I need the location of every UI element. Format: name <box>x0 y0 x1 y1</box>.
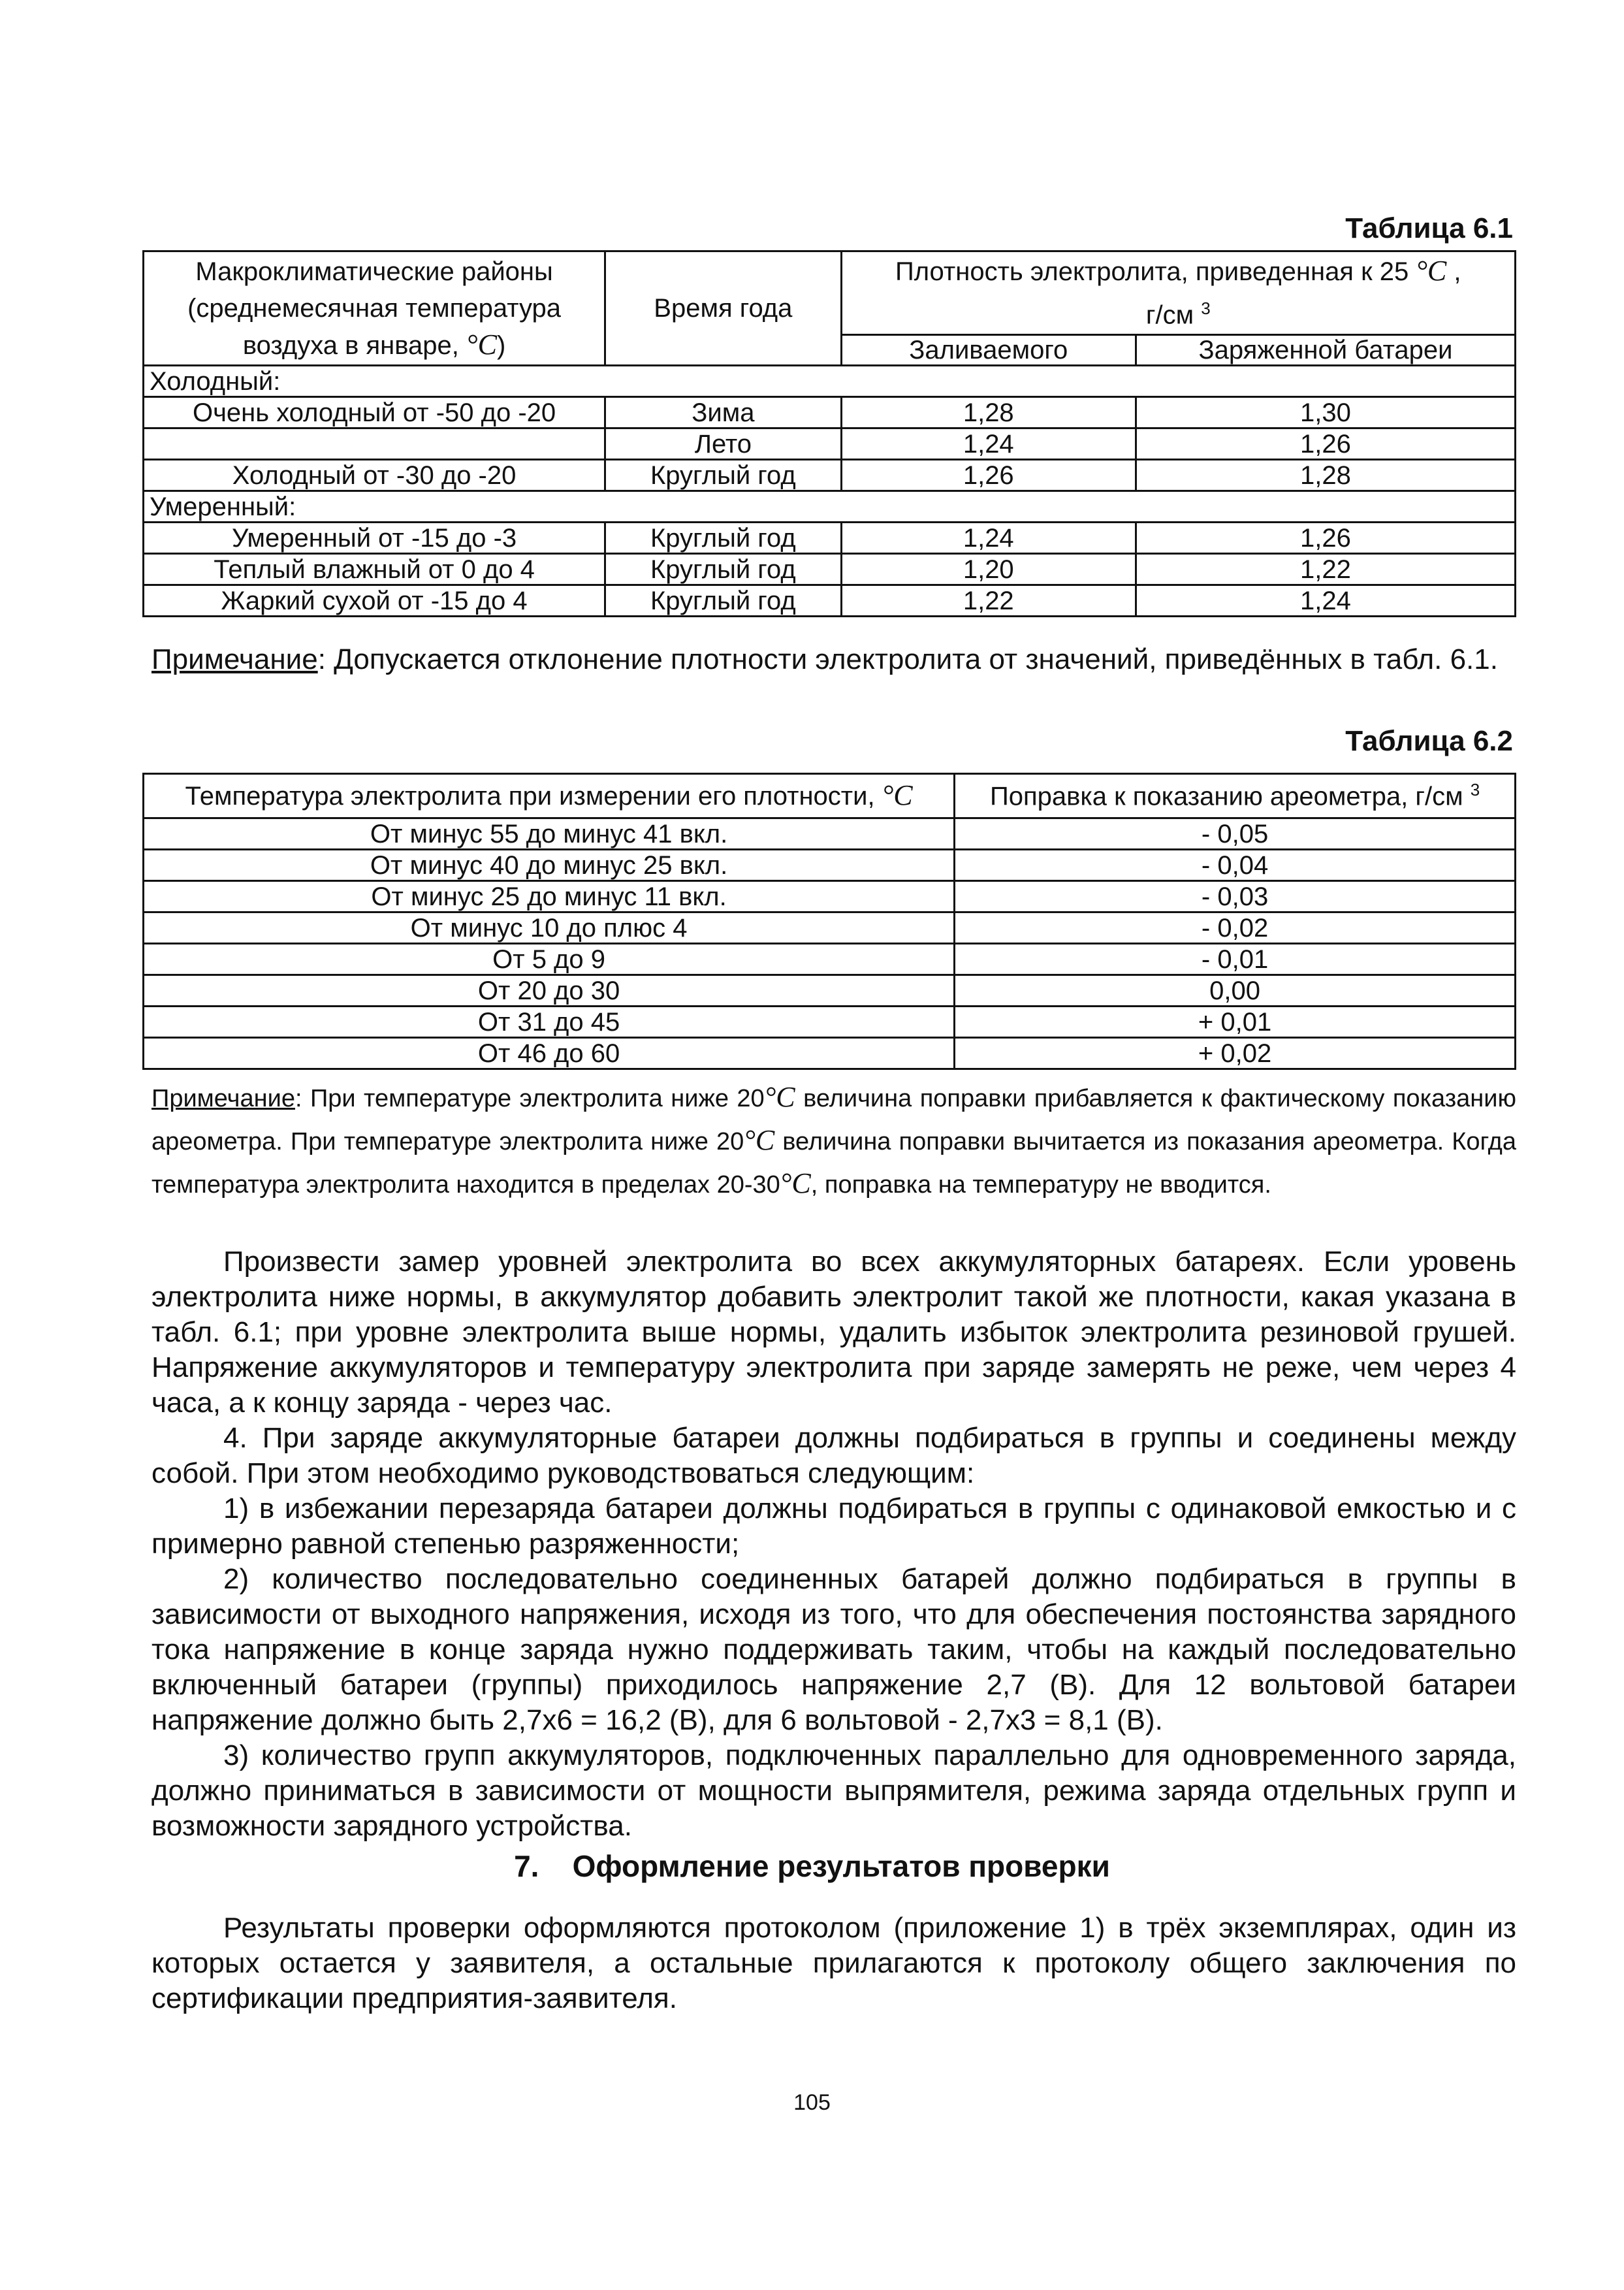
paragraph: 1) в избежании перезаряда батареи должны подбираться в группы с одинаковой емкостью и с примерно равной степенью разряженности; <box>151 1492 1516 1560</box>
header-filled: Заливаемого <box>841 335 1136 366</box>
table-row: От 20 до 30 0,00 <box>144 975 1516 1007</box>
table-row: От 46 до 60 + 0,02 <box>144 1038 1516 1069</box>
table-row: Холодный от -30 до -20 Круглый год 1,26 1,28 <box>144 460 1516 491</box>
header-charged: Заряженной батареи <box>1136 335 1515 366</box>
group-moderate: Умеренный: <box>144 491 1516 523</box>
note-label: Примечание <box>151 1085 295 1112</box>
paragraph: Результаты проверки оформляются протоколом (приложение 1) в трёх экземплярах, один из которых остается у заявителя, а остальные прилагаются к протоколу общего заключения по сертификации предприятия-заявителя. <box>151 1912 1516 2014</box>
paragraph: 4. При заряде аккумуляторные батареи должны подбираться в группы и соединены между собой. При этом необходимо руководствоваться следующим: <box>151 1422 1516 1489</box>
table-row: Лето 1,24 1,26 <box>144 428 1516 460</box>
table-row: Жаркий сухой от -15 до 4 Круглый год 1,22 1,24 <box>144 585 1516 617</box>
group-cold: Холодный: <box>144 366 1516 397</box>
section-7-text <box>151 1911 1516 2016</box>
table-row: От минус 25 до минус 11 вкл. - 0,03 <box>144 881 1516 912</box>
table-row: Теплый влажный от 0 до 4 Круглый год 1,20 1,22 <box>144 554 1516 585</box>
note-1: Примечание: Допускается отклонение плотности электролита от значений, приведённых в табл. 6.1. <box>151 643 1498 675</box>
paragraph: 3) количество групп аккумуляторов, подключенных параллельно для одновременного заряда, должно приниматься в зависимости от мощности выпрямителя, режима заряда отдельных групп и возможности зарядного устройства. <box>151 1739 1516 1842</box>
section-heading: 7. Оформление результатов проверки <box>514 1849 1110 1883</box>
table-row: Очень холодный от -50 до -20 Зима 1,28 1,30 <box>144 397 1516 428</box>
header-season: Время года <box>605 251 841 366</box>
header-density: Плотность электролита, приведенная к 25 °C , г/см $^3$ <box>841 251 1515 335</box>
note-label: Примечание <box>151 643 318 675</box>
table-row: От 31 до 45 + 0,01 <box>144 1007 1516 1038</box>
paragraph: Произвести замер уровней электролита во всех аккумуляторных батареях. Если уровень электролита ниже нормы, в аккумулятор добавить электролит такой же плотности, какая указана в табл. 6.1; при уровне электролита выше нормы, удалить избыток электролита резиновой грушей. Напряжение аккумуляторов и температуру электролита при заряде замерять не реже, чем через 4 часа, а к концу заряда - через час. <box>151 1246 1516 1419</box>
table-row: Умеренный от -15 до -3 Круглый год 1,24 1,26 <box>144 523 1516 554</box>
unit-celsius: °C <box>466 328 497 361</box>
paragraph: 2) количество последовательно соединенных батарей должно подбираться в группы в зависимости от выходного напряжения, исходя из того, что для обеспечения постоянства зарядного тока напряжение в конце заряда нужно поддерживать таким, чтобы на каждый последовательно включенный батареи (группы) приходилось напряжение 2,7 (В). Для 12 вольтовой батареи напряжение должно быть 2,7x6 = 16,2 (В), для 6 вольтовой - 2,7x3 = 8,1 (В). <box>151 1563 1516 1736</box>
table1-caption: Таблица 6.1 <box>1345 212 1513 244</box>
header-temperature: Температура электролита при измерении его плотности, °C <box>144 774 955 818</box>
note-2: Примечание: При температуре электролита ниже 20°C величина поправки прибавляется к фактическому показанию ареометра. При температуре электролита ниже 20°C величина поправки вычитается из показания ареометра. Когда температура электролита находится в пределах 20-30°C, поправка на температуру не вводится. <box>151 1081 1516 1199</box>
body-text <box>151 1244 1516 1844</box>
table-row: От минус 40 до минус 25 вкл. - 0,04 <box>144 850 1516 881</box>
table-6-1 <box>142 250 1516 617</box>
header-regions: Макроклиматические районы (среднемесячная температура воздуха в январе, °C) <box>144 251 605 366</box>
table-row: От минус 10 до плюс 4 - 0,02 <box>144 912 1516 944</box>
page-number: 105 <box>793 2090 831 2115</box>
header-correction: Поправка к показанию ареометра, г/см $^3$ <box>955 774 1516 818</box>
table-row: От минус 55 до минус 41 вкл. - 0,05 <box>144 818 1516 850</box>
table2-caption: Таблица 6.2 <box>1345 725 1513 757</box>
table-row: От 5 до 9 - 0,01 <box>144 944 1516 975</box>
table-6-2 <box>142 773 1516 1070</box>
